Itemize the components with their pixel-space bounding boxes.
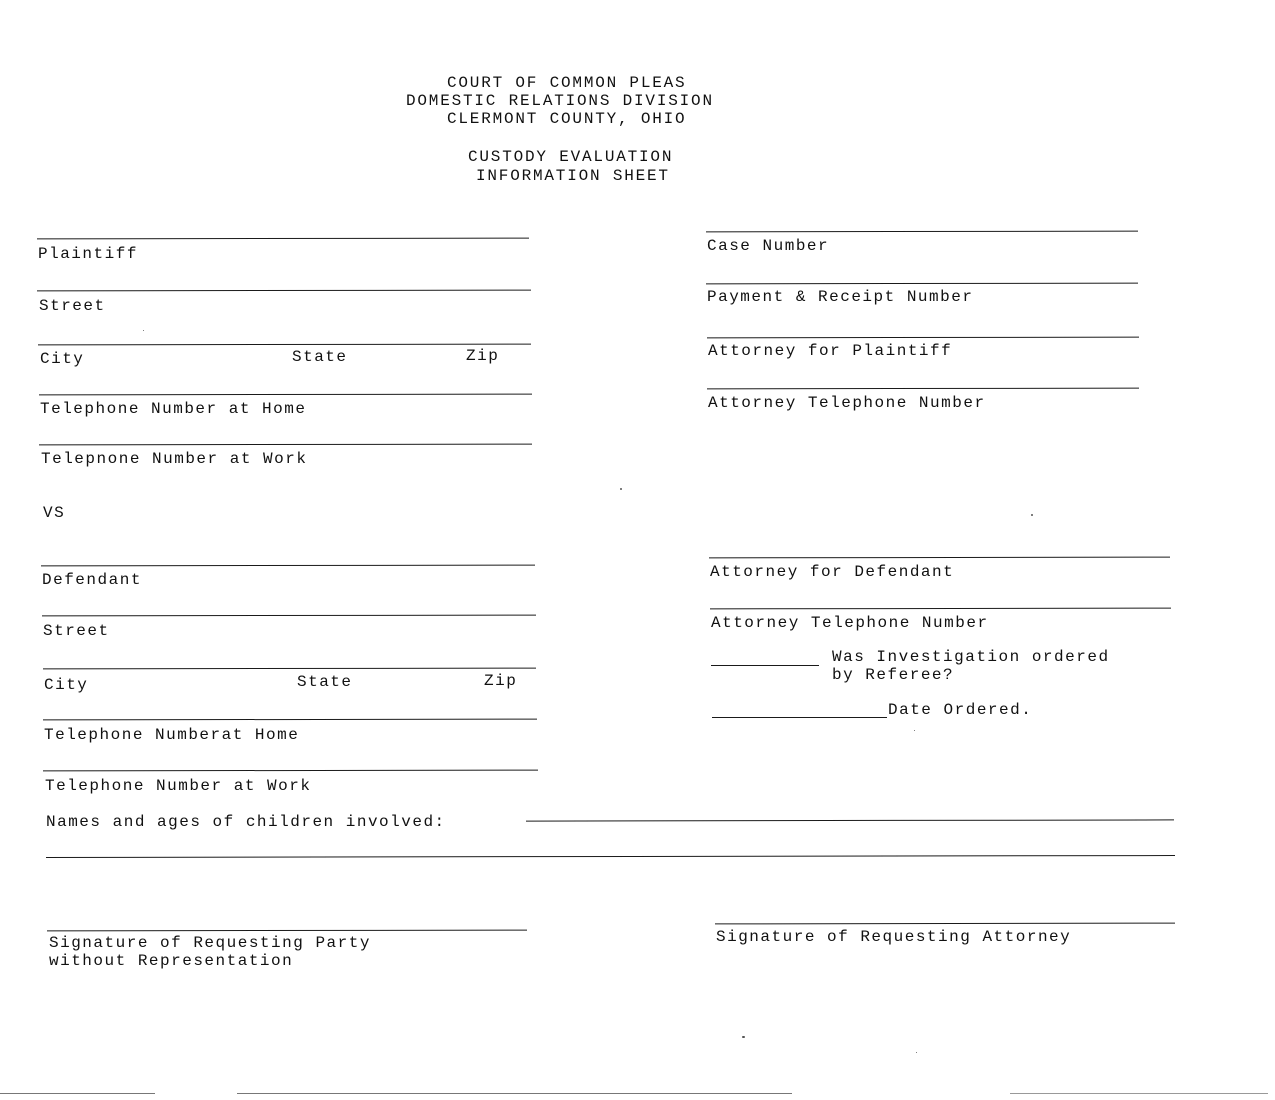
date-ordered-field-line[interactable] — [712, 717, 887, 718]
defendant-work-phone-label: Telephone Number at Work — [45, 777, 312, 795]
versus-label: VS — [43, 504, 66, 522]
case-number-label: Case Number — [707, 237, 830, 255]
attorney-plaintiff-label: Attorney for Plaintiff — [708, 342, 953, 360]
scan-speck — [1031, 514, 1033, 516]
payment-receipt-label: Payment & Receipt Number — [707, 288, 974, 306]
investigation-question-line2: by Referee? — [832, 666, 955, 684]
defendant-city-label: City — [44, 676, 89, 694]
division-name: DOMESTIC RELATIONS DIVISION — [406, 92, 714, 110]
plaintiff-city-field-line[interactable] — [38, 344, 531, 346]
scan-speck — [143, 330, 144, 331]
party-signature-label-line2: without Representation — [49, 952, 294, 970]
attorney-defendant-label: Attorney for Defendant — [710, 563, 955, 581]
investigation-ordered-field-line[interactable] — [711, 665, 819, 666]
attorney-plaintiff-phone-label: Attorney Telephone Number — [708, 394, 986, 412]
payment-receipt-field-line[interactable] — [706, 283, 1138, 285]
defendant-city-field-line[interactable] — [43, 668, 536, 670]
attorney-defendant-phone-field-line[interactable] — [710, 608, 1171, 610]
defendant-state-label: State — [297, 673, 353, 691]
attorney-defendant-field-line[interactable] — [709, 557, 1170, 559]
party-signature-line[interactable] — [47, 930, 527, 932]
attorney-plaintiff-field-line[interactable] — [707, 337, 1139, 339]
scan-speck — [742, 1036, 745, 1038]
plaintiff-work-phone-label: Telepnone Number at Work — [41, 450, 308, 468]
form-title-line2: INFORMATION SHEET — [476, 167, 670, 185]
scan-edge-line-middle — [237, 1093, 792, 1094]
defendant-home-phone-label: Telephone Numberat Home — [44, 726, 300, 744]
children-field-line-2[interactable] — [46, 855, 1175, 858]
plaintiff-street-label: Street — [39, 297, 106, 315]
defendant-zip-label: Zip — [484, 672, 518, 690]
attorney-signature-label: Signature of Requesting Attorney — [716, 928, 1072, 946]
defendant-label: Defendant — [42, 571, 142, 589]
scan-speck — [914, 730, 915, 731]
plaintiff-zip-label: Zip — [466, 347, 500, 365]
attorney-defendant-phone-label: Attorney Telephone Number — [711, 614, 989, 632]
defendant-work-phone-field-line[interactable] — [43, 770, 538, 772]
defendant-street-field-line[interactable] — [42, 615, 536, 617]
children-field-line-1[interactable] — [526, 819, 1174, 821]
plaintiff-label: Plaintiff — [38, 245, 138, 263]
court-name: COURT OF COMMON PLEAS — [447, 74, 687, 92]
form-title-line1: CUSTODY EVALUATION — [468, 148, 674, 166]
scan-speck — [916, 1052, 917, 1053]
party-signature-label-line1: Signature of Requesting Party — [49, 934, 371, 952]
plaintiff-home-phone-label: Telephone Number at Home — [40, 400, 307, 418]
scan-speck — [620, 488, 622, 490]
plaintiff-city-label: City — [40, 350, 85, 368]
plaintiff-street-field-line[interactable] — [37, 290, 531, 292]
scan-edge-line-right — [1010, 1093, 1268, 1094]
defendant-street-label: Street — [43, 622, 110, 640]
defendant-field-line[interactable] — [41, 565, 535, 567]
plaintiff-home-phone-field-line[interactable] — [39, 394, 532, 396]
scan-edge-line-left — [0, 1093, 155, 1094]
case-number-field-line[interactable] — [706, 231, 1138, 233]
date-ordered-label: Date Ordered. — [888, 701, 1033, 719]
county-name: CLERMONT COUNTY, OHIO — [447, 110, 687, 128]
investigation-question-line1: Was Investigation ordered — [832, 648, 1110, 666]
attorney-signature-line[interactable] — [715, 923, 1175, 925]
plaintiff-field-line[interactable] — [37, 238, 529, 240]
plaintiff-work-phone-field-line[interactable] — [39, 444, 532, 446]
plaintiff-state-label: State — [292, 348, 348, 366]
children-label: Names and ages of children involved: — [46, 813, 446, 831]
attorney-plaintiff-phone-field-line[interactable] — [707, 388, 1139, 390]
defendant-home-phone-field-line[interactable] — [43, 719, 537, 721]
